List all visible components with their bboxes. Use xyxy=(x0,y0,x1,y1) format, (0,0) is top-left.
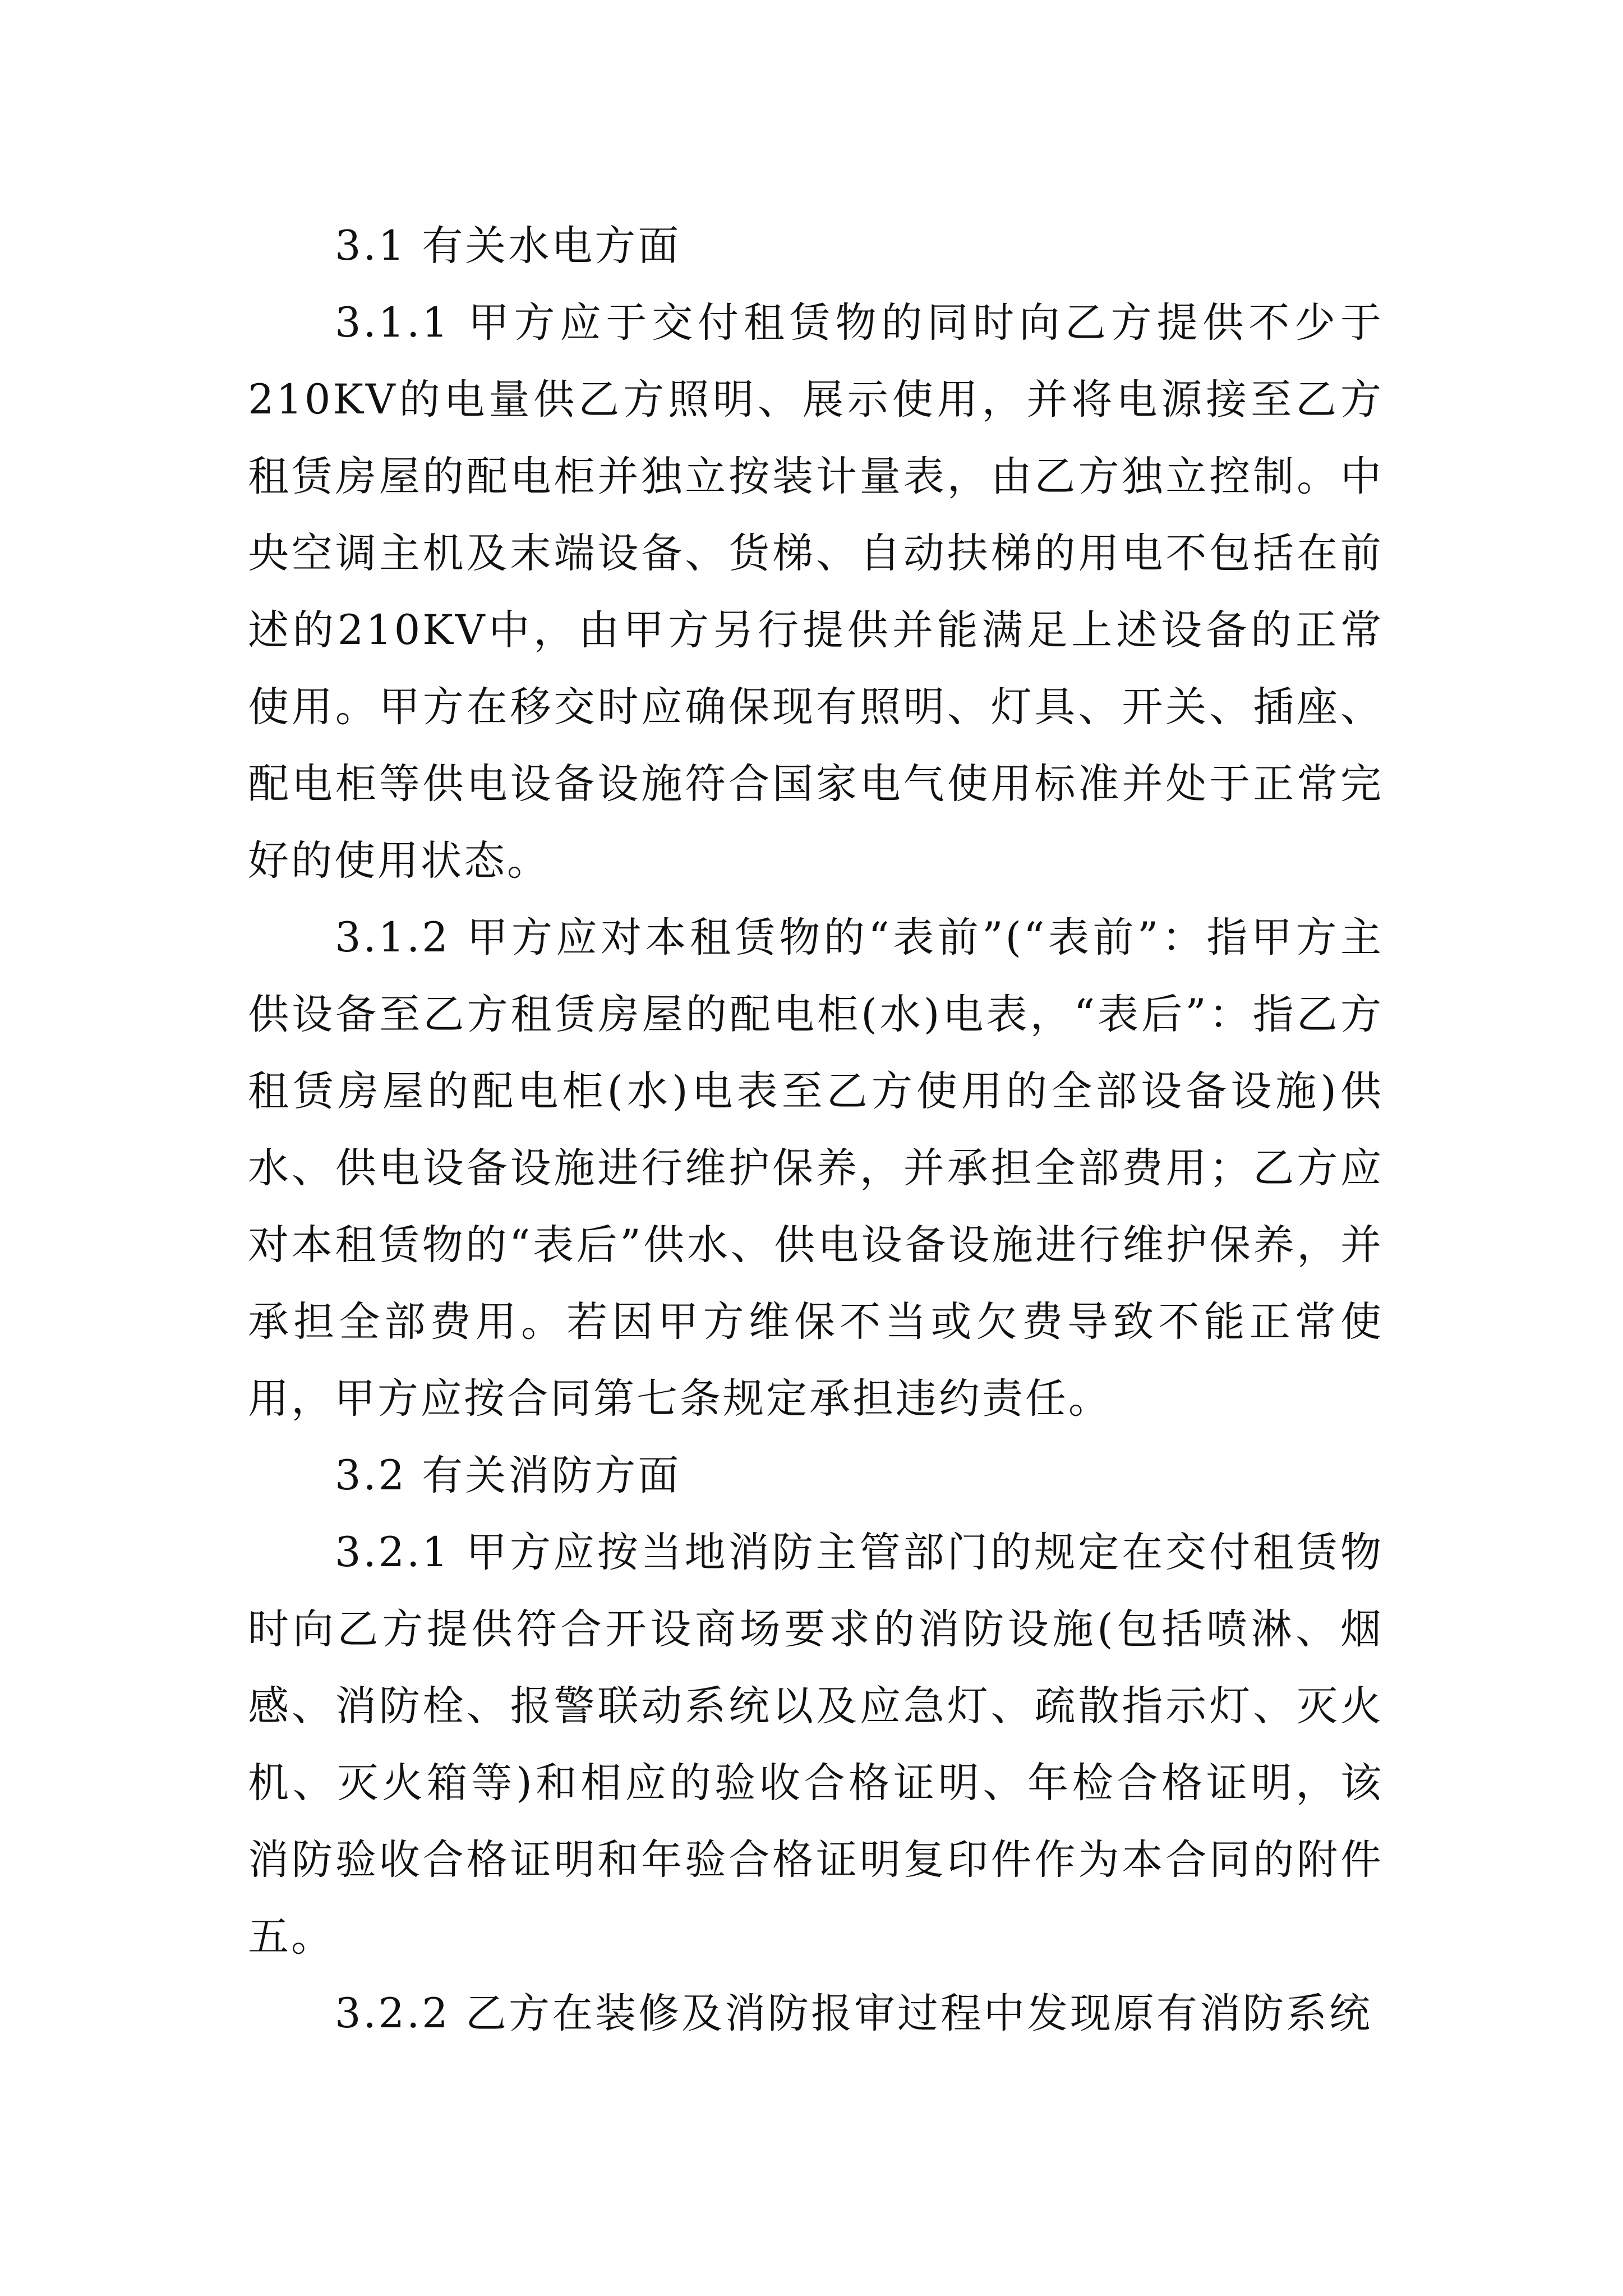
paragraph-3-1-1: 3.1.1 甲方应于交付租赁物的同时向乙方提供不少于210KV的电量供乙方照明、展示使用，并将电源接至乙方租赁房屋的配电柜并独立按装计量表，由乙方独立控制。中央空调主机及末端设备、货梯、自动扶梯的用电不包括在前述的210KV中，由甲方另行提供并能满足上述设备的正常使用。甲方在移交时应确保现有照明、灯具、开关、插座、配电柜等供电设备设施符合国家电气使用标准并处于正常完好的使用状态。 xyxy=(248,299,1384,885)
document-body xyxy=(248,208,1384,2052)
paragraph-3-2-1: 3.2.1 甲方应按当地消防主管部门的规定在交付租赁物时向乙方提供符合开设商场要求的消防设施(包括喷淋、烟感、消防栓、报警联动系统以及应急灯、疏散指示灯、灭火机、灭火箱等)和相应的验收合格证明、年检合格证明，该消防验收合格证明和年验合格证明复印件作为本合同的附件五。 xyxy=(248,1529,1384,1961)
paragraph-3-1-2: 3.1.2 甲方应对本租赁物的“表前”(“表前”：指甲方主供设备至乙方租赁房屋的配电柜(水)电表，“表后”：指乙方租赁房屋的配电柜(水)电表至乙方使用的全部设备设施)供水、供电设备设施进行维护保养，并承担全部费用；乙方应对本租赁物的“表后”供水、供电设备设施进行维护保养，并承担全部费用。若因甲方维保不当或欠费导致不能正常使用，甲方应按合同第七条规定承担违约责任。 xyxy=(248,914,1384,1423)
paragraph-3-2-2: 3.2.2 乙方在装修及消防报审过程中发现原有消防系统 xyxy=(335,1990,1372,2037)
section-heading-3-1: 3.1 有关水电方面 xyxy=(335,222,681,270)
section-heading-3-2: 3.2 有关消防方面 xyxy=(335,1452,681,1499)
